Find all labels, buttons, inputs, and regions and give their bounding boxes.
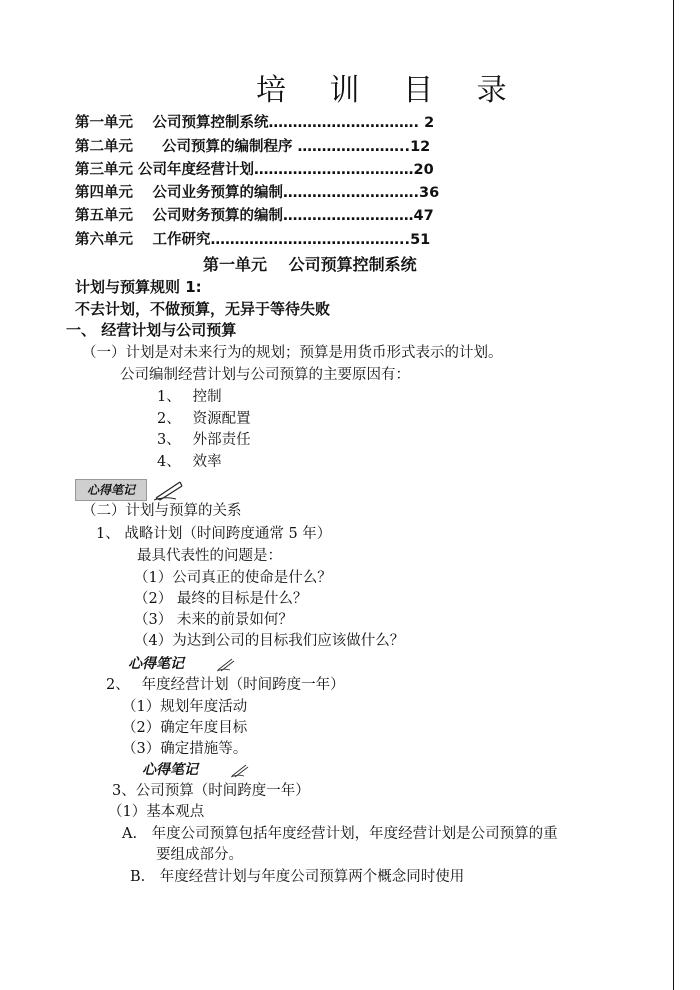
- subsection-1-intro: 最具代表性的问题是：: [137, 548, 282, 564]
- toc-line-6: 第六单元 工作研究…………………………………..51: [75, 232, 431, 248]
- pen-icon: [230, 762, 250, 778]
- rule-text: 不去计划，不做预算，无异于等待失败: [75, 300, 331, 318]
- note-badge: 心得笔记: [75, 479, 147, 501]
- toc-line-3: 第三单元 公司年度经营计划……………………………20: [75, 162, 434, 178]
- point-a-cont: 要组成部分。: [156, 847, 243, 863]
- paragraph-2: （二）计划与预算的关系: [82, 503, 242, 519]
- subsection-3: 3、公司预算（时间跨度一年）: [112, 783, 310, 799]
- pen-icon: [152, 478, 186, 502]
- paragraph-1: （一）计划是对未来行为的规划；预算是用货币形式表示的计划。: [82, 345, 503, 361]
- section-heading: 第一单元 公司预算控制系统: [203, 255, 417, 274]
- plan-item: （3）确定措施等。: [122, 741, 248, 757]
- right-margin-line: [673, 0, 674, 990]
- point-b: B. 年度经营计划与年度公司预算两个概念同时使用: [130, 869, 465, 885]
- paragraph-1b: 公司编制经营计划与公司预算的主要原因有：: [120, 367, 410, 383]
- reason-item: 4、 效率: [157, 454, 222, 470]
- toc-line-4: 第四单元 公司业务预算的编制……………………….36: [75, 185, 440, 201]
- reason-item: 1、 控制: [157, 389, 222, 405]
- plan-item: （1）规划年度活动: [122, 699, 248, 715]
- toc-line-2: 第二单元 公司预算的编制程序 …………………..12: [75, 139, 431, 155]
- question-item: （4）为达到公司的目标我们应该做什么？: [134, 633, 405, 649]
- reason-item: 2、 资源配置: [157, 411, 251, 427]
- reason-item: 3、 外部责任: [157, 432, 251, 448]
- note-label: 心得笔记: [128, 656, 184, 672]
- rule-label: 计划与预算规则 1:: [75, 278, 202, 296]
- page-title: 培 训 目 录: [256, 73, 524, 108]
- toc-line-5: 第五单元 公司财务预算的编制………………………47: [75, 208, 434, 224]
- pen-icon: [216, 656, 236, 672]
- point-a: A. 年度公司预算包括年度经营计划，年度经营计划是公司预算的重: [122, 826, 558, 842]
- toc-line-1: 第一单元 公司预算控制系统…………………………. 2: [75, 115, 435, 131]
- subsection-2: 2、 年度经营计划（时间跨度一年）: [106, 677, 345, 693]
- question-item: （1）公司真正的使命是什么？: [134, 570, 332, 586]
- question-item: （3） 未来的前景如何？: [134, 612, 293, 628]
- note-label: 心得笔记: [142, 762, 198, 778]
- plan-item: （2）确定年度目标: [122, 720, 248, 736]
- heading-1: 一、 经营计划与公司预算: [66, 321, 237, 339]
- subsection-3-sub: （1）基本观点: [108, 804, 205, 820]
- subsection-1: 1、 战略计划（时间跨度通常 5 年）: [96, 526, 332, 542]
- question-item: （2） 最终的目标是什么？: [134, 591, 308, 607]
